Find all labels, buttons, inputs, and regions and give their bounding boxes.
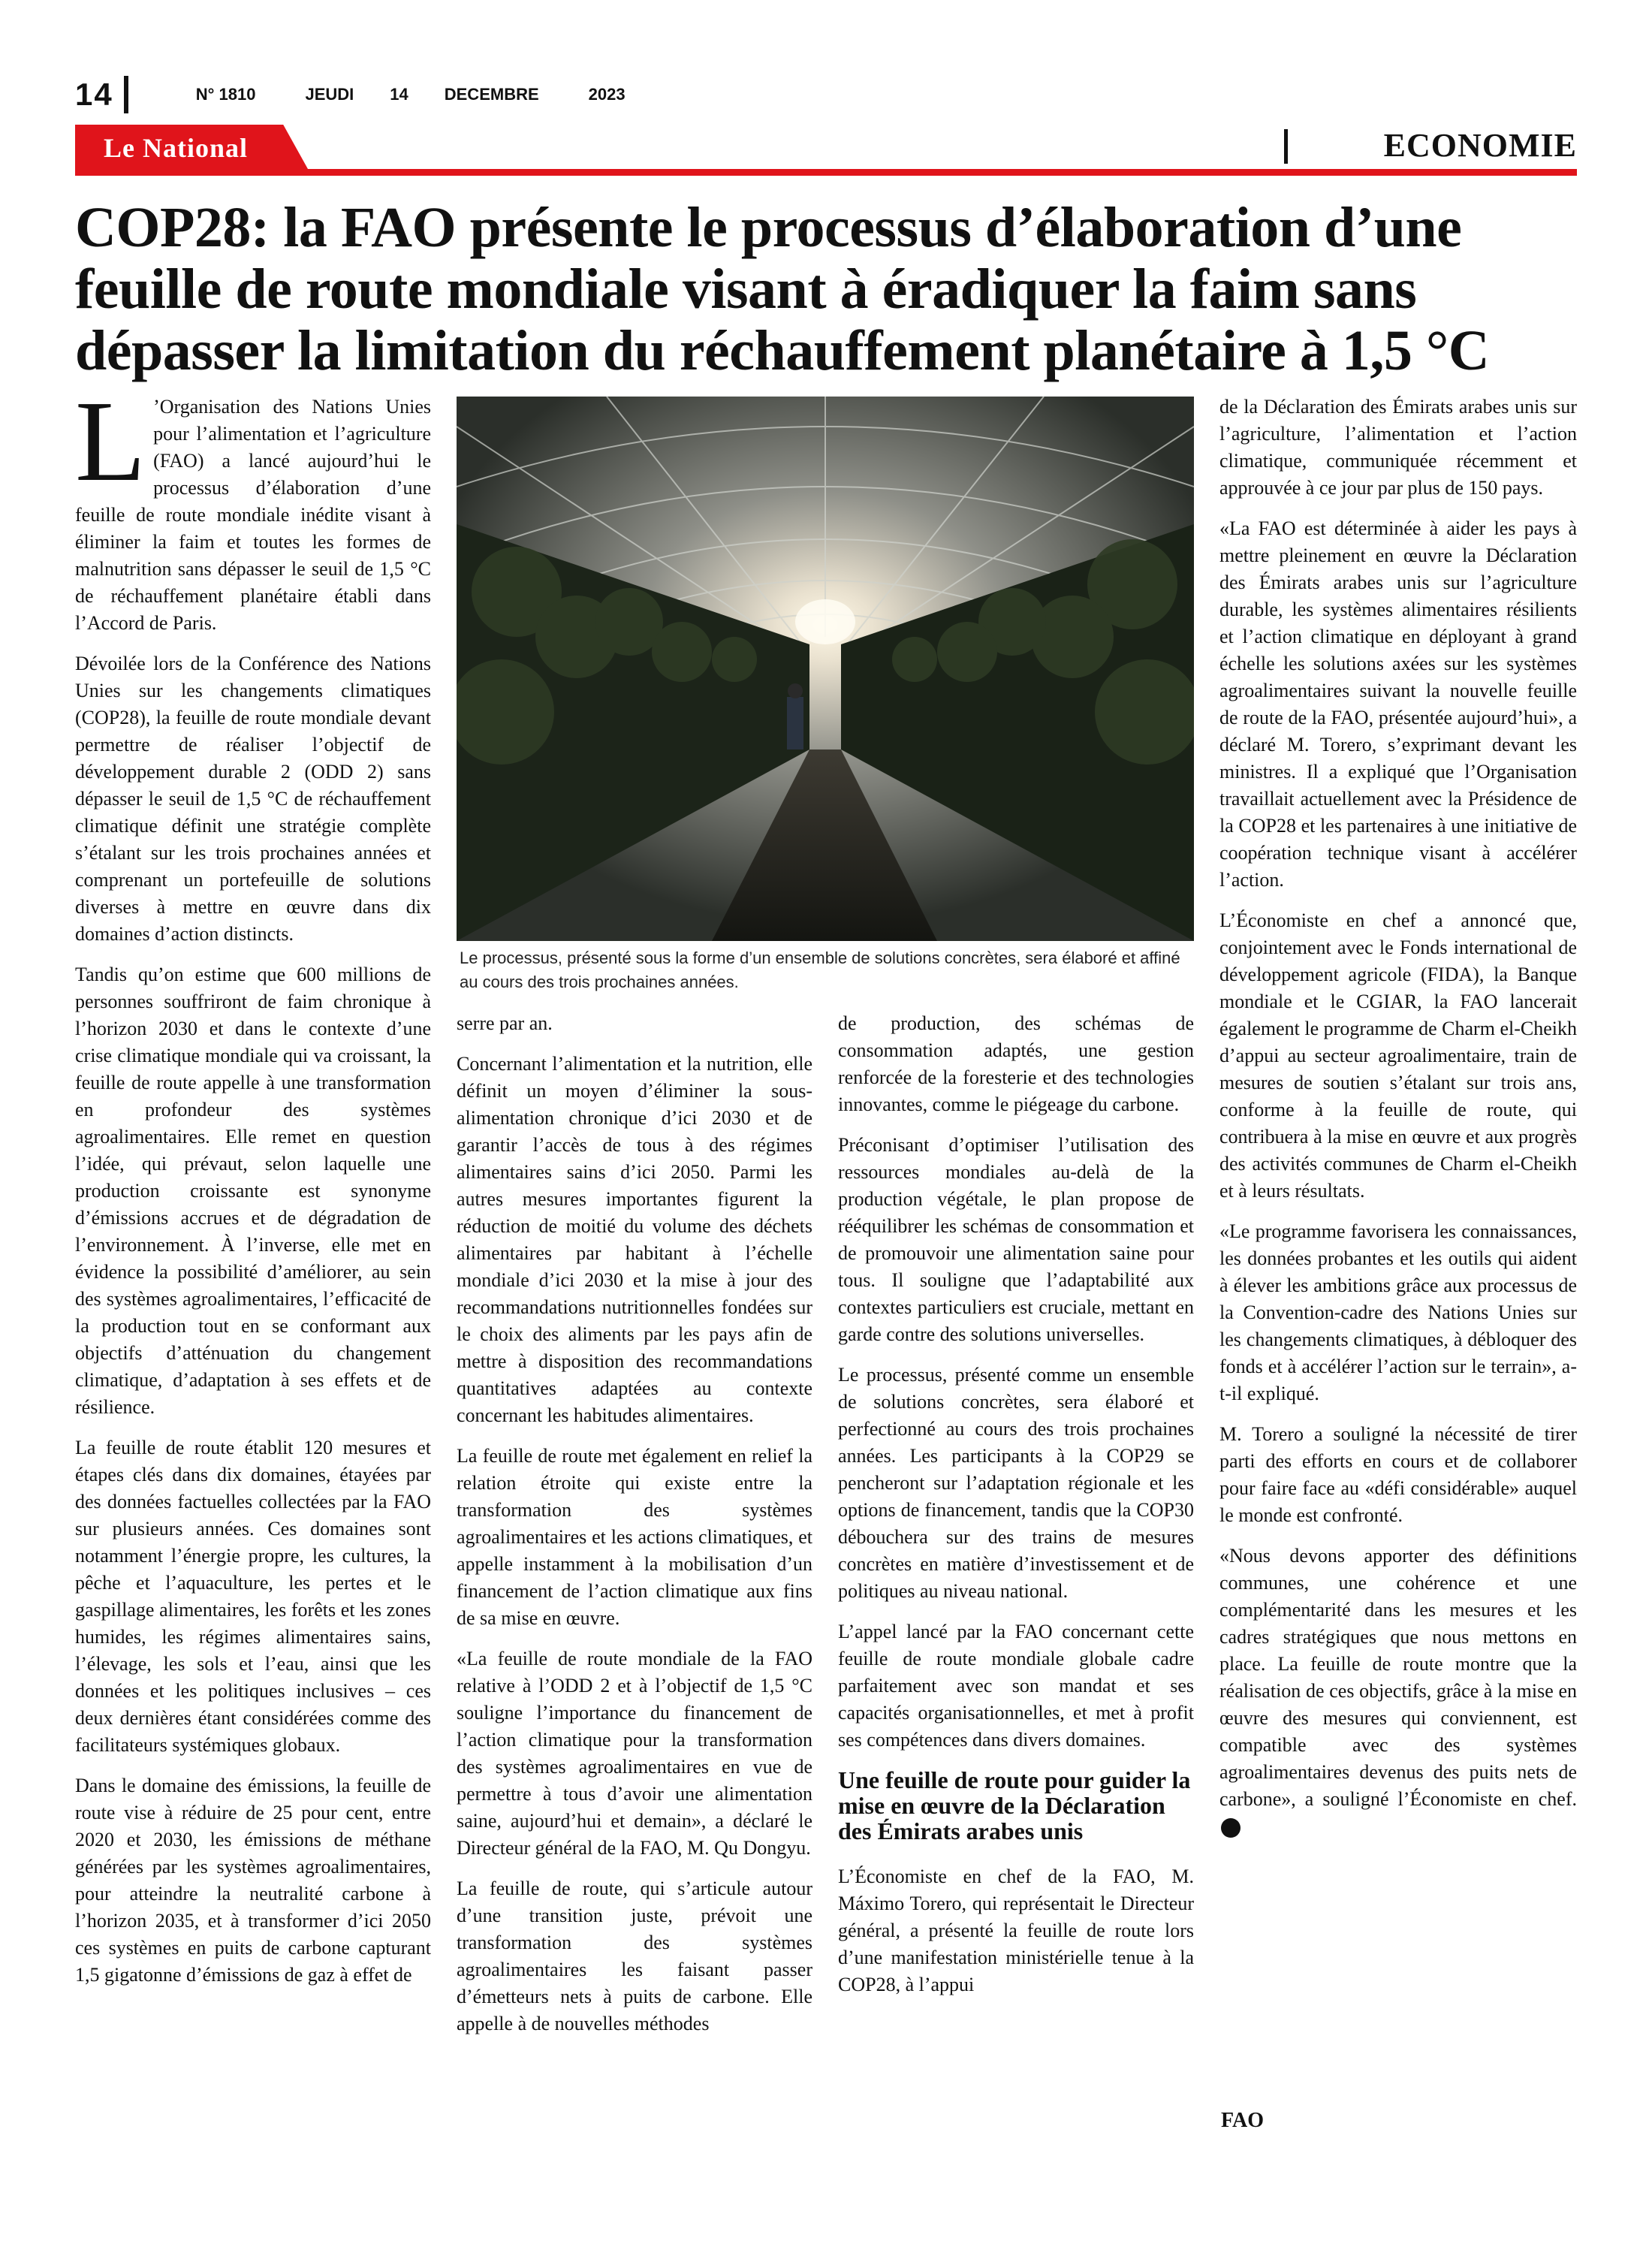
- paragraph: La feuille de route met également en relief la relation étroite qui existe entre la transformation des systèmes agroalimentaires et les actions climatiques, et appelle instamment à la mobilisation d’un financement de l’action climatique aux fins de sa mise en œuvre.: [457, 1445, 812, 1629]
- subheading: Une feuille de route pour guider la mise en œuvre de la Déclaration des Émirats arabes unis: [838, 1766, 1191, 1844]
- photo-caption: Le processus, présenté sous la forme d’un ensemble de solutions concrètes, sera élaboré et affiné au cours des trois prochaines années.: [460, 949, 1180, 991]
- paragraph: Le processus, présenté comme un ensemble de solutions concrètes, sera élaboré et perfectionné au cours des trois prochaines années. Les participants à la COP29 se pencheront sur l’adaptation régionale et les options de financement, tandis que la COP30 débouchera sur des trains de mesures concrètes en matière d’investissement et de politiques au niveau national.: [838, 1364, 1194, 1602]
- paragraph: Tandis qu’on estime que 600 millions de personnes souffriront de faim chronique à l’horizon 2030 et dans le contexte d’une crise climatique mondiale qui va croissant, la feuille de route appelle à une transformation en profondeur des systèmes agroalimentaires. Elle remet en question l’idée, qui prévaut, selon laquelle une production croissante est synonyme d’émissions accrues et de dégradation de l’environnement. À l’inverse, elle met en évidence la possibilité d’améliorer, au sein des systèmes agroalimentaires, l’efficacité de la production tout en se conformant aux objectifs d’atténuation du changement climatique, d’adaptation à ses effets et de résilience.: [75, 964, 431, 1418]
- folio-line: [75, 72, 653, 117]
- section-name: ECONOMIE: [1383, 127, 1577, 164]
- article-headline: COP28: la FAO présente le processus d’élaboration d’une feuille de route mondiale visant à éradiquer la faim sans dépasser la limitation du réchauffement planétaire à 1,5 °C: [75, 196, 1490, 382]
- paragraph: M. Torero a souligné la nécessité de tirer parti des efforts en cours et de collaborer pour faire face au «défi considérable» auquel le monde est confronté.: [1219, 1423, 1577, 1526]
- article-column-2: [457, 1010, 812, 2051]
- paragraph: Dévoilée lors de la Conférence des Nations Unies sur les changements climatiques (COP28), la feuille de route mondiale devant permettre de réaliser l’objectif de développement durable 2 (ODD 2) sans dépasser le seuil de 1,5 °C de réchauffement climatique définit une stratégie complète s’étalant sur les trois prochaines années et comprenant un portefeuille de solutions diverses à mettre en œuvre dans dix domaines d’action distincts.: [75, 653, 431, 945]
- article-column-1: [75, 378, 431, 2002]
- closing-paragraph: [1219, 1543, 1577, 1840]
- section-banner: [75, 125, 1577, 176]
- lead-text: ’Organisation des Nations Unies pour l’alimentation et l’agriculture (FAO) a lancé aujourd’hui le processus d’élaboration d’une feuille de route mondiale inédite visant à éliminer la faim et toutes les formes de malnutrition sans dépasser le seuil de 1,5 °C de réchauffement planétaire établi dans l’Accord de Paris.: [75, 396, 431, 634]
- issue-month: DECEMBRE: [444, 85, 539, 104]
- closing-text: «Nous devons apporter des définitions communes, une cohérence et une complémentarité dans les mesures et les cadres stratégiques que nous mettons en place. La feuille de route montre que la réalisation de ces objectifs, grâce à la mise en œuvre des mesures qui conviennent, est compatible avec des systèmes agroalimentaires devenus des puits nets de carbone», a souligné l’Économiste en chef.: [1219, 1545, 1577, 1810]
- page-number: 14: [75, 77, 113, 112]
- paragraph: Concernant l’alimentation et la nutrition, elle définit un moyen d’éliminer la sous-alimentation chronique d’ici 2030 et de garantir l’accès de tous à des régimes alimentaires sains d’ici 2050. Parmi les autres mesures importantes figurent la réduction de moitié du volume des déchets alimentaires par habitant à l’échelle mondiale d’ici 2030 et la mise à jour des recommandations nutritionnelles fondées sur le choix des aliments par les pays afin de mettre à disposition des recommandations quantitatives adaptées au contexte concernant les habitudes alimentaires.: [457, 1053, 812, 1426]
- paragraph: L’Économiste en chef de la FAO, M. Máximo Torero, qui représentait le Directeur général, a présenté la feuille de route lors d’une manifestation ministérielle tenue à la COP28, à l’appui: [838, 1865, 1194, 1995]
- paragraph: La feuille de route, qui s’articule autour d’une transition juste, prévoit une transformation des systèmes agroalimentaires les faisant passer d’émetteurs nets à puits de carbone. Elle appelle à de nouvelles méthodes: [457, 1878, 812, 2034]
- article-column-4: [1219, 394, 1577, 1853]
- paragraph: La feuille de route établit 120 mesures et étapes clés dans dix domaines, étayées par des données factuelles collectées par la FAO sur plusieurs années. Ces domaines sont notamment l’énergie propre, les cultures, la pêche et l’aquaculture, les pertes et le gaspillage alimentaires, les forêts et les zones humides, les régimes alimentaires sains, l’élevage, les sols et l’eau, ainsi que les données et les politiques inclusives – ces deux dernières étant considérées comme des facilitateurs systémiques globaux.: [75, 1437, 431, 1756]
- paragraph: serre par an.: [457, 1012, 553, 1034]
- article-column-3: [838, 1010, 1194, 2012]
- issue-date-day: 14: [390, 85, 408, 104]
- issue-meta: [196, 85, 653, 104]
- article-signature: FAO: [1221, 2109, 1265, 2132]
- paragraph: de production, des schémas de consommation adaptés, une gestion renforcée de la foresterie et des technologies innovantes, comme le piégeage du carbone.: [838, 1012, 1194, 1115]
- issue-day: JEUDI: [305, 85, 354, 104]
- lead-paragraph: [75, 378, 431, 637]
- paragraph: L’Économiste en chef a annoncé que, conjointement avec le Fonds international de développement agricole (FIDA), la Banque mondiale et le CGIAR, la FAO lancerait également le programme de Charm el-Cheikh d’appui au secteur agroalimentaire, train de mesures de soutien s’étalant sur trois ans, conforme à la feuille de route, qui contribuera à la mise en œuvre et aux progrès des activités communes de Charm el-Cheikh et à leurs résultats.: [1219, 909, 1577, 1202]
- paragraph: Préconisant d’optimiser l’utilisation des ressources mondiales au-delà de la production végétale, le plan propose de rééquilibrer les schémas de consommation et de promouvoir une alimentation saine pour tous. Il souligne que l’adaptabilité aux contextes particuliers est cruciale, mettant en garde contre des solutions universelles.: [838, 1134, 1194, 1345]
- greenhouse-photo: [457, 397, 1194, 941]
- paragraph: «Le programme favorisera les connaissances, les données probantes et les outils qui aident à élever les ambitions grâce aux processus de la Convention-cadre des Nations Unies sur les changements climatiques, à débloquer des fonds et à accélérer l’action sur le terrain», a-t-il expliqué.: [1219, 1220, 1577, 1404]
- paragraph: «La feuille de route mondiale de la FAO relative à l’ODD 2 et à l’objectif de 1,5 °C souligne l’importance du financement de l’action climatique pour la transformation des systèmes agroalimentaires en vue de permettre à tous d’avoir une alimentation saine, aujourd’hui et demain», a déclaré le Directeur général de la FAO, M. Qu Dongyu.: [457, 1648, 812, 1859]
- folio-divider: [124, 76, 128, 113]
- issue-number: N° 1810: [195, 85, 256, 104]
- drop-cap: L: [75, 378, 146, 505]
- issue-year: 2023: [588, 85, 626, 104]
- paragraph: Dans le domaine des émissions, la feuille de route vise à réduire de 25 pour cent, entre 2020 et 2030, les émissions de méthane générées par les systèmes agroalimentaires, pour atteindre la neutralité carbone à l’horizon 2035, et à transformer d’ici 2050 ces systèmes en puits de carbone capturant 1,5 gigatonne d’émissions de gaz à effet de: [75, 1775, 431, 1986]
- end-mark-icon: [1221, 1818, 1241, 1838]
- brand-name: Le National: [104, 133, 249, 163]
- section-divider: [1284, 129, 1288, 164]
- greenhouse-photo-illustration: [457, 397, 1194, 941]
- paragraph: «La FAO est déterminée à aider les pays à mettre pleinement en œuvre la Déclaration des Émirats arabes unis sur l’agriculture durable, les systèmes alimentaires résilients et l’action climatique en déployant à grand échelle les solutions axées sur les systèmes agroalimentaires suivant la nouvelle feuille de route de la FAO, présentée aujourd’hui», a déclaré M. Torero, s’exprimant devant les ministres. Il a expliqué que l’Organisation travaillait actuellement avec la Présidence de la COP28 et les partenaires à une initiative de coopération technique visant à accélérer l’action.: [1219, 517, 1577, 891]
- paragraph: de la Déclaration des Émirats arabes unis sur l’agriculture, l’alimentation et l’action climatique, communiquée récemment et approuvée à ce jour par plus de 150 pays.: [1219, 396, 1577, 499]
- paragraph: L’appel lancé par la FAO concernant cette feuille de route mondiale globale cadre parfaitement avec son mandat et ses capacités organisationnelles, et met à profit ses compétences dans divers domaines.: [838, 1621, 1194, 1751]
